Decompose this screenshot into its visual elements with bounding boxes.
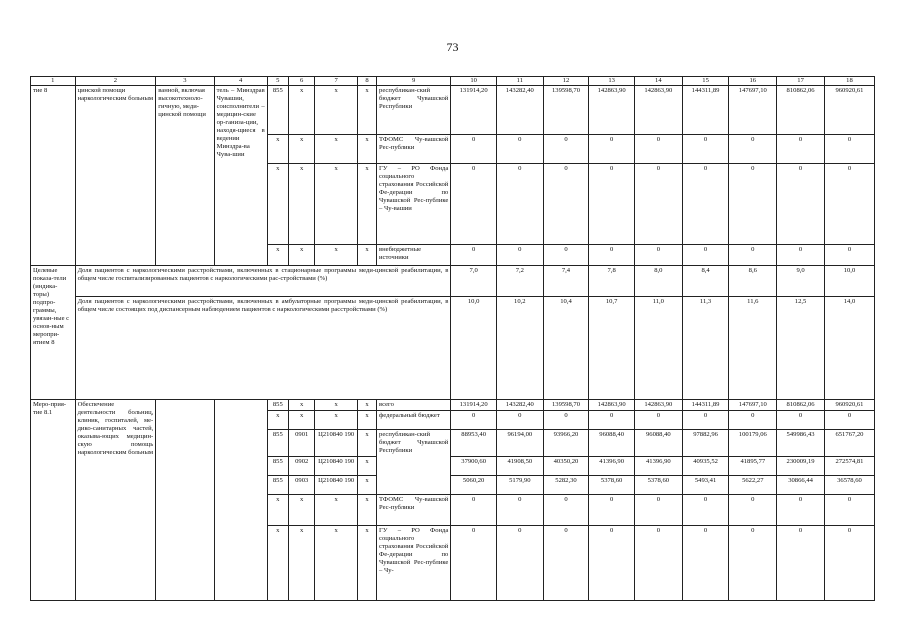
value-cell: 272574,81 (824, 457, 874, 476)
section-code-cell: х (288, 411, 315, 430)
activity-name-cell: Меро-прия-тие 8.1 (31, 400, 76, 601)
section-code-cell: х (288, 526, 315, 601)
value-cell: 0 (589, 495, 635, 526)
funding-source-cell: федеральный бюджет (377, 411, 451, 430)
budget-code-cell: 855 (267, 86, 288, 135)
value-cell: 0 (777, 411, 825, 430)
value-cell: 9,0 (777, 266, 825, 297)
column-number: 10 (451, 77, 497, 86)
value-cell: 8,0 (634, 266, 682, 297)
value-cell: 651767,20 (824, 430, 874, 457)
value-cell: 230009,19 (777, 457, 825, 476)
value-cell: 0 (451, 411, 497, 430)
value-cell: 144311,89 (682, 86, 729, 135)
value-cell: 11,6 (729, 297, 777, 400)
value-cell: 5179,90 (496, 476, 543, 495)
target-code-cell: х (315, 86, 357, 135)
value-cell: 5378,60 (589, 476, 635, 495)
target-code-cell: х (315, 400, 357, 411)
column-number: 16 (729, 77, 777, 86)
target-code-cell: Ц210840 190 (315, 476, 357, 495)
column-number: 12 (543, 77, 589, 86)
value-cell: 5060,20 (451, 476, 497, 495)
value-cell: 8,4 (682, 266, 729, 297)
page-number: 73 (446, 40, 459, 54)
target-code-cell: х (315, 164, 357, 245)
value-cell: 0 (824, 526, 874, 601)
value-cell: 41908,50 (496, 457, 543, 476)
column-number: 6 (288, 77, 315, 86)
budget-code-cell: х (267, 411, 288, 430)
responsible-executor-cell: тель – Минздрав Чувашии, соисполнители – медицин-ские ор-ганиза-ции, находя-щиеся в ведении Минздра-ва Чува-шии (214, 86, 267, 266)
value-cell: 36578,60 (824, 476, 874, 495)
funding-source-cell: ГУ – РО Фонда социального страхования Российской Фе-дерации по Чувашской Рес-публике – Чу-вашии (377, 164, 451, 245)
value-cell: 147697,10 (729, 400, 777, 411)
value-cell: 41396,90 (634, 457, 682, 476)
value-cell: 11,3 (682, 297, 729, 400)
budget-code-cell: 855 (267, 476, 288, 495)
value-cell: 0 (729, 135, 777, 164)
target-code-cell: Ц210840 190 (315, 457, 357, 476)
value-cell: 960920,61 (824, 400, 874, 411)
value-cell: 143282,40 (496, 400, 543, 411)
value-cell: 0 (777, 164, 825, 245)
budget-code-cell: х (267, 164, 288, 245)
expense-type-cell: х (357, 495, 376, 526)
section-code-cell: х (288, 495, 315, 526)
empty-cell (214, 400, 267, 601)
expense-type-cell: х (357, 411, 376, 430)
value-cell: 0 (824, 495, 874, 526)
value-cell: 0 (589, 526, 635, 601)
budget-code-cell: х (267, 526, 288, 601)
value-cell: 131914,20 (451, 86, 497, 135)
value-cell: 10,0 (824, 266, 874, 297)
section-code-cell: 0903 (288, 476, 315, 495)
value-cell: 0 (729, 526, 777, 601)
column-number: 3 (156, 77, 214, 86)
value-cell: 0 (682, 411, 729, 430)
budget-code-cell: 855 (267, 457, 288, 476)
column-number: 7 (315, 77, 357, 86)
target-code-cell: х (315, 135, 357, 164)
value-cell: 0 (496, 411, 543, 430)
funding-row (31, 86, 875, 135)
value-cell: 10,0 (451, 297, 497, 400)
column-number-row (31, 77, 875, 86)
budget-code-cell: 855 (267, 400, 288, 411)
expense-type-cell: х (357, 430, 376, 457)
budget-code-cell: х (267, 245, 288, 266)
value-cell: 0 (543, 495, 589, 526)
column-number: 18 (824, 77, 874, 86)
budget-code-cell: 855 (267, 430, 288, 457)
value-cell: 41396,90 (589, 457, 635, 476)
value-cell: 0 (682, 245, 729, 266)
column-number: 5 (267, 77, 288, 86)
value-cell: 0 (634, 135, 682, 164)
value-cell: 0 (634, 495, 682, 526)
value-cell: 0 (496, 245, 543, 266)
value-cell: 0 (496, 135, 543, 164)
value-cell: 549986,43 (777, 430, 825, 457)
column-number: 2 (75, 77, 156, 86)
activity-description-cell: ванной, включая высокотехноло-гичную, меди-цинской помощи (156, 86, 214, 266)
funding-source-cell: республикан-ский бюджет Чувашской Республики (377, 430, 451, 495)
activity-description-cell: цинской помощи наркологическим больным (75, 86, 156, 266)
section-code-cell: 0901 (288, 430, 315, 457)
budget-code-cell: х (267, 135, 288, 164)
value-cell: 810862,06 (777, 86, 825, 135)
funding-source-cell: ТФОМС Чу-вашской Рес-публики (377, 135, 451, 164)
value-cell: 0 (634, 245, 682, 266)
value-cell: 40935,52 (682, 457, 729, 476)
indicator-row (31, 297, 875, 400)
funding-source-cell: всего (377, 400, 451, 411)
value-cell: 0 (777, 495, 825, 526)
value-cell: 5622,27 (729, 476, 777, 495)
value-cell: 37900,60 (451, 457, 497, 476)
value-cell: 40350,20 (543, 457, 589, 476)
budget-code-cell: х (267, 495, 288, 526)
value-cell: 0 (729, 411, 777, 430)
value-cell: 0 (451, 495, 497, 526)
value-cell: 7,0 (451, 266, 497, 297)
value-cell: 0 (496, 164, 543, 245)
value-cell: 139598,70 (543, 86, 589, 135)
section-code-cell: х (288, 164, 315, 245)
value-cell: 810862,06 (777, 400, 825, 411)
value-cell: 0 (824, 135, 874, 164)
value-cell: 11,0 (634, 297, 682, 400)
value-cell: 96088,40 (589, 430, 635, 457)
section-code-cell: х (288, 400, 315, 411)
expense-type-cell: х (357, 400, 376, 411)
value-cell: 7,2 (496, 266, 543, 297)
value-cell: 88953,40 (451, 430, 497, 457)
value-cell: 143282,40 (496, 86, 543, 135)
funding-source-cell: ГУ – РО Фонда социального страхования Российской Фе-дерации по Чувашской Рес-публике – Чу- (377, 526, 451, 601)
column-number: 8 (357, 77, 376, 86)
value-cell: 0 (682, 135, 729, 164)
value-cell: 960920,61 (824, 86, 874, 135)
expense-type-cell: х (357, 164, 376, 245)
section-code-cell: х (288, 245, 315, 266)
expense-type-cell: х (357, 86, 376, 135)
value-cell: 0 (543, 526, 589, 601)
column-number: 11 (496, 77, 543, 86)
value-cell: 0 (543, 411, 589, 430)
value-cell: 0 (824, 411, 874, 430)
value-cell: 0 (729, 164, 777, 245)
value-cell: 0 (496, 495, 543, 526)
activity-description-cell: Обеспечение деятельности больниц, клиник, госпиталей, ме-дико-санитарных частей, оказыва-ющих медицин-скую помощь наркологическим больным (75, 400, 156, 601)
indicators-label-cell: Целевые показа-тели (индика-торы) подпро-граммы, увязан-ные с основ-ным меропри-ятием 8 (31, 266, 76, 400)
value-cell: 142863,90 (589, 86, 635, 135)
program-table (30, 76, 875, 601)
value-cell: 131914,20 (451, 400, 497, 411)
activity-name-cell: тие 8 (31, 86, 76, 266)
indicator-text-cell: Доля пациентов с наркологическими расстройствами, включенных в стационарные программы меди-цинской реабилитации, в общем числе госпитализированных пациентов с наркологическими рас-стройствами (%) (75, 266, 451, 297)
funding-source-cell: республикан-ский бюджет Чувашской Республики (377, 86, 451, 135)
value-cell: 0 (451, 164, 497, 245)
section-code-cell: х (288, 135, 315, 164)
value-cell: 0 (634, 411, 682, 430)
value-cell: 0 (634, 526, 682, 601)
funding-source-cell: внебюджетные источники (377, 245, 451, 266)
value-cell: 30866,44 (777, 476, 825, 495)
value-cell: 0 (543, 245, 589, 266)
funding-row (31, 400, 875, 411)
value-cell: 8,6 (729, 266, 777, 297)
value-cell: 0 (824, 245, 874, 266)
value-cell: 0 (729, 245, 777, 266)
value-cell: 139598,70 (543, 400, 589, 411)
value-cell: 96194,00 (496, 430, 543, 457)
value-cell: 0 (729, 495, 777, 526)
value-cell: 10,2 (496, 297, 543, 400)
expense-type-cell: х (357, 135, 376, 164)
column-number: 17 (777, 77, 825, 86)
section-code-cell: х (288, 86, 315, 135)
expense-type-cell: х (357, 245, 376, 266)
value-cell: 0 (589, 245, 635, 266)
section-code-cell: 0902 (288, 457, 315, 476)
expense-type-cell: х (357, 457, 376, 476)
value-cell: 142863,90 (634, 400, 682, 411)
value-cell: 142863,90 (634, 86, 682, 135)
value-cell: 0 (777, 526, 825, 601)
column-number: 9 (377, 77, 451, 86)
value-cell: 0 (451, 135, 497, 164)
value-cell: 0 (589, 411, 635, 430)
funding-source-cell: ТФОМС Чу-вашской Рес-публики (377, 495, 451, 526)
value-cell: 142863,90 (589, 400, 635, 411)
value-cell: 41895,77 (729, 457, 777, 476)
value-cell: 0 (543, 164, 589, 245)
value-cell: 0 (682, 526, 729, 601)
column-number: 14 (634, 77, 682, 86)
value-cell: 5282,30 (543, 476, 589, 495)
value-cell: 0 (589, 135, 635, 164)
value-cell: 0 (682, 495, 729, 526)
value-cell: 12,5 (777, 297, 825, 400)
value-cell: 10,4 (543, 297, 589, 400)
value-cell: 0 (496, 526, 543, 601)
indicator-text-cell: Доля пациентов с наркологическими расстройствами, включенных в амбулаторные программы меди-цинской реабилитации, в общем числе состоящих под диспансерным наблюдением пациентов с наркологическими расстройствами (%) (75, 297, 451, 400)
target-code-cell: х (315, 245, 357, 266)
value-cell: 100179,06 (729, 430, 777, 457)
value-cell: 0 (451, 245, 497, 266)
target-code-cell: х (315, 526, 357, 601)
value-cell: 5378,60 (634, 476, 682, 495)
value-cell: 97882,96 (682, 430, 729, 457)
value-cell: 0 (777, 135, 825, 164)
expense-type-cell: х (357, 476, 376, 495)
target-code-cell: х (315, 495, 357, 526)
column-number: 15 (682, 77, 729, 86)
value-cell: 0 (682, 164, 729, 245)
value-cell: 0 (634, 164, 682, 245)
target-code-cell: х (315, 411, 357, 430)
value-cell: 93966,20 (543, 430, 589, 457)
value-cell: 10,7 (589, 297, 635, 400)
indicator-row (31, 266, 875, 297)
value-cell: 0 (824, 164, 874, 245)
value-cell: 0 (543, 135, 589, 164)
column-number: 4 (214, 77, 267, 86)
column-number: 13 (589, 77, 635, 86)
value-cell: 0 (589, 164, 635, 245)
value-cell: 7,8 (589, 266, 635, 297)
value-cell: 0 (451, 526, 497, 601)
column-number: 1 (31, 77, 76, 86)
target-code-cell: Ц210840 190 (315, 430, 357, 457)
value-cell: 147697,10 (729, 86, 777, 135)
value-cell: 144311,89 (682, 400, 729, 411)
value-cell: 14,0 (824, 297, 874, 400)
value-cell: 5493,41 (682, 476, 729, 495)
expense-type-cell: х (357, 526, 376, 601)
value-cell: 0 (777, 245, 825, 266)
empty-cell (156, 400, 214, 601)
value-cell: 96088,40 (634, 430, 682, 457)
value-cell: 7,4 (543, 266, 589, 297)
